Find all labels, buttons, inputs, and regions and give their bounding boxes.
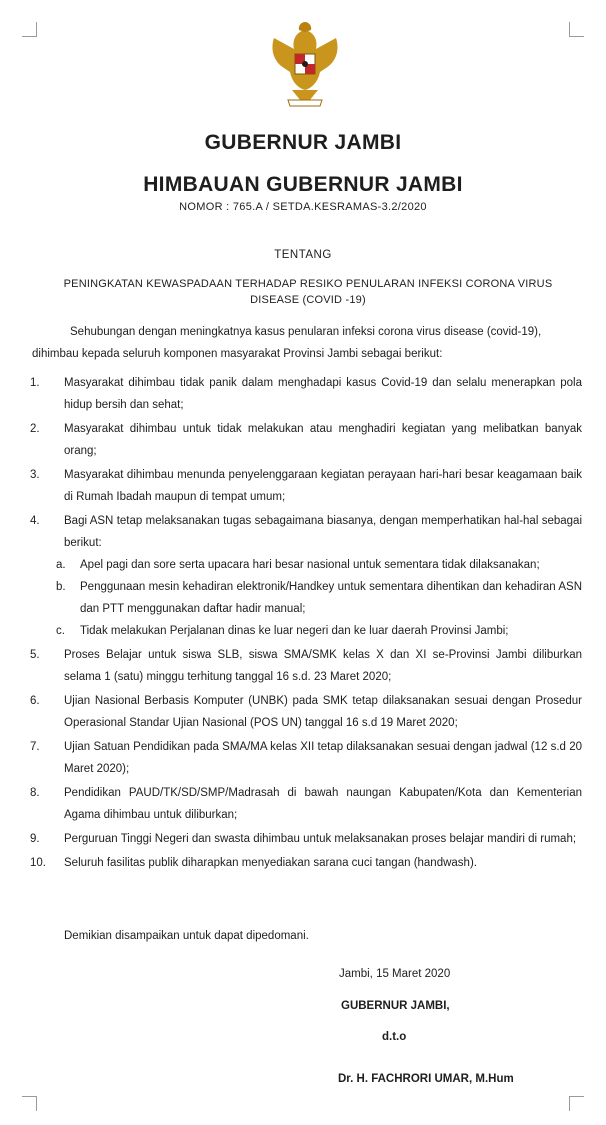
corner-mark-top-left xyxy=(22,22,37,37)
item-number: 9. xyxy=(30,833,40,845)
sub-item-text: Tidak melakukan Perjalanan dinas ke luar negeri dan ke luar daerah Provinsi Jambi; xyxy=(80,625,509,637)
sub-list-item xyxy=(0,576,606,620)
item-text: Pendidikan PAUD/TK/SD/SMP/Madrasah di bawah naungan Kabupaten/Kota dan Kementerian Agama dihimbau untuk diliburkan; xyxy=(64,787,582,821)
sub-item-letter: b. xyxy=(56,581,66,593)
item-text: Masyarakat dihimbau untuk tidak melakukan atau menghadiri kegiatan yang melibatkan banyak orang; xyxy=(64,423,582,457)
document-number: NOMOR : 765.A / SETDA.KESRAMAS-3.2/2020 xyxy=(179,201,427,213)
list-item xyxy=(0,510,606,642)
item-text: Proses Belajar untuk siswa SLB, siswa SMA/SMK kelas X dan XI se-Provinsi Jambi diliburkan selama 1 (satu) minggu terhitung tanggal 16 s.d. 23 Maret 2020; xyxy=(64,649,582,683)
item-text: Perguruan Tinggi Negeri dan swasta dihimbau untuk melaksanakan proses belajar mandiri di rumah; xyxy=(64,833,577,845)
signatory-name: Dr. H. FACHRORI UMAR, M.Hum xyxy=(338,1073,514,1085)
list-item xyxy=(0,736,606,780)
tentang-heading: TENTANG xyxy=(274,249,332,261)
sub-item-text: Apel pagi dan sore serta upacara hari besar nasional untuk sementara tidak dilaksanakan; xyxy=(80,559,540,571)
item-text: Bagi ASN tetap melaksanakan tugas sebagaimana biasanya, dengan memperhatikan hal-hal sebagai berikut: xyxy=(64,515,582,549)
list-item xyxy=(0,644,606,688)
corner-mark-bottom-right xyxy=(569,1096,584,1111)
intro-line-2: dihimbau kepada seluruh komponen masyarakat Provinsi Jambi sebagai berikut: xyxy=(32,348,443,360)
sub-item-text: Penggunaan mesin kehadiran elektronik/Handkey untuk sementara dihentikan dan kehadiran ASN dan PTT menggunakan daftar hadir manual; xyxy=(80,581,582,615)
item-number: 6. xyxy=(30,695,40,707)
appeal-list xyxy=(0,372,606,876)
item-number: 5. xyxy=(30,649,40,661)
list-item xyxy=(0,782,606,826)
item-text: Masyarakat dihimbau tidak panik dalam menghadapi kasus Covid-19 dan selalu menerapkan pola hidup bersih dan sehat; xyxy=(64,377,582,411)
item-number: 8. xyxy=(30,787,40,799)
item-text: Seluruh fasilitas publik diharapkan menyediakan sarana cuci tangan (handwash). xyxy=(64,857,477,869)
document-title: HIMBAUAN GUBERNUR JAMBI xyxy=(143,173,463,196)
signature-role: GUBERNUR JAMBI, xyxy=(341,1000,450,1012)
item-number: 1. xyxy=(30,377,40,389)
item-text: Masyarakat dihimbau menunda penyelenggaraan kegiatan perayaan hari-hari besar keagamaan baik di Rumah Ibadah maupun di tempat umum; xyxy=(64,469,582,503)
closing-statement: Demikian disampaikan untuk dapat dipedomani. xyxy=(64,930,309,942)
signature-place-date: Jambi, 15 Maret 2020 xyxy=(339,968,451,980)
item-text: Ujian Satuan Pendidikan pada SMA/MA kelas XII tetap dilaksanakan sesuai dengan jadwal (12 s.d 20 Maret 2020); xyxy=(64,741,582,775)
item-number: 3. xyxy=(30,469,40,481)
item-text: Ujian Nasional Berbasis Komputer (UNBK) pada SMK tetap dilaksanakan sesuai dengan Prosedur Operasional Standar Ujian Nasional (POS UN) tanggal 16 s.d 19 Maret 2020; xyxy=(64,695,582,729)
item-number: 7. xyxy=(30,741,40,753)
org-title: GUBERNUR JAMBI xyxy=(204,131,402,154)
list-item xyxy=(0,852,606,874)
corner-mark-bottom-left xyxy=(22,1096,37,1111)
signature-dto: d.t.o xyxy=(382,1031,407,1043)
item-number: 2. xyxy=(30,423,40,435)
list-item xyxy=(0,690,606,734)
corner-mark-top-right xyxy=(569,22,584,37)
list-item xyxy=(0,372,606,416)
intro-line-1: Sehubungan dengan meningkatnya kasus penularan infeksi corona virus disease (covid-19), xyxy=(70,326,542,338)
list-item xyxy=(0,828,606,850)
sub-list-item xyxy=(0,554,606,576)
item-number: 4. xyxy=(30,515,40,527)
sub-item-letter: a. xyxy=(56,559,66,571)
sub-item-letter: c. xyxy=(56,625,65,637)
item-number: 10. xyxy=(30,857,46,869)
subject-heading: PENINGKATAN KEWASPADAAN TERHADAP RESIKO PENULARAN INFEKSI CORONA VIRUS DISEASE (COVID -19) xyxy=(63,278,553,306)
sub-list-item xyxy=(0,620,606,642)
list-item xyxy=(0,418,606,462)
sub-list xyxy=(0,554,606,642)
garuda-emblem-icon xyxy=(262,16,348,114)
list-item xyxy=(0,464,606,508)
